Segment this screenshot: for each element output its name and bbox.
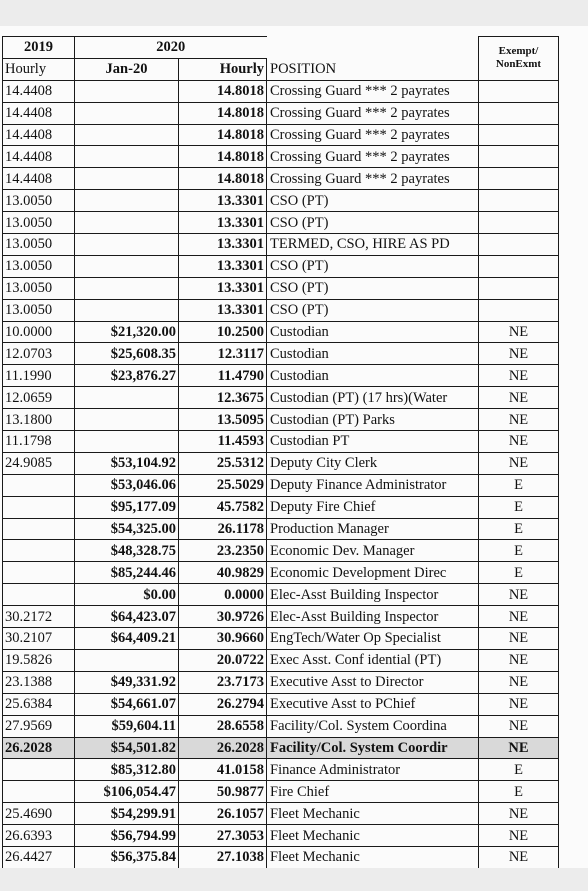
cell-jan20-salary: $48,328.75 (75, 540, 179, 562)
table-row (3, 80, 559, 102)
table-row (3, 212, 559, 234)
cell-position: Exec Asst. Conf idential (PT) (267, 649, 479, 671)
cell-jan20-salary: $56,794.99 (75, 825, 179, 847)
header-exempt-line2: NonExmt (495, 58, 542, 71)
header-exempt-line1: Exempt/ (498, 45, 539, 58)
cell-exempt-status (479, 168, 559, 190)
table-row (3, 846, 559, 868)
cell-hourly-2019 (3, 781, 75, 803)
cell-hourly-2020: 45.7582 (179, 496, 267, 518)
cell-hourly-2020: 50.9877 (179, 781, 267, 803)
table-row (3, 365, 559, 387)
cell-position: Custodian (267, 365, 479, 387)
cell-hourly-2020: 25.5312 (179, 452, 267, 474)
cell-hourly-2020: 12.3117 (179, 343, 267, 365)
cell-jan20-salary: $54,501.82 (75, 737, 179, 759)
table-row (3, 584, 559, 606)
cell-position: CSO (PT) (267, 299, 479, 321)
cell-jan20-salary (75, 234, 179, 256)
cell-hourly-2019: 13.0050 (3, 212, 75, 234)
cell-hourly-2019: 25.6384 (3, 693, 75, 715)
cell-hourly-2019: 11.1990 (3, 365, 75, 387)
table-row (3, 234, 559, 256)
cell-position: Finance Administrator (267, 759, 479, 781)
cell-hourly-2019: 14.4408 (3, 102, 75, 124)
cell-exempt-status: NE (479, 715, 559, 737)
cell-exempt-status: NE (479, 452, 559, 474)
cell-hourly-2020: 14.8018 (179, 124, 267, 146)
cell-hourly-2019: 26.2028 (3, 737, 75, 759)
cell-exempt-status (479, 146, 559, 168)
cell-jan20-salary: $53,104.92 (75, 452, 179, 474)
cell-hourly-2019 (3, 518, 75, 540)
table-row (3, 496, 559, 518)
cell-position: Crossing Guard *** 2 payrates (267, 146, 479, 168)
table-row (3, 737, 559, 759)
cell-hourly-2019 (3, 540, 75, 562)
cell-hourly-2020: 11.4593 (179, 431, 267, 453)
cell-jan20-salary (75, 168, 179, 190)
cell-hourly-2020: 13.3301 (179, 190, 267, 212)
cell-exempt-status: NE (479, 343, 559, 365)
cell-exempt-status: NE (479, 606, 559, 628)
cell-exempt-status (479, 124, 559, 146)
cell-jan20-salary: $23,876.27 (75, 365, 179, 387)
cell-exempt-status: NE (479, 584, 559, 606)
bottom-margin (0, 868, 588, 891)
cell-hourly-2020: 0.0000 (179, 584, 267, 606)
cell-hourly-2019: 14.4408 (3, 124, 75, 146)
cell-hourly-2020: 13.3301 (179, 255, 267, 277)
table-row (3, 277, 559, 299)
cell-jan20-salary (75, 649, 179, 671)
cell-position: Deputy City Clerk (267, 452, 479, 474)
cell-exempt-status: NE (479, 321, 559, 343)
cell-exempt-status (479, 190, 559, 212)
cell-jan20-salary: $53,046.06 (75, 474, 179, 496)
cell-hourly-2020: 13.3301 (179, 277, 267, 299)
cell-jan20-salary (75, 299, 179, 321)
cell-hourly-2020: 26.2028 (179, 737, 267, 759)
cell-hourly-2020: 11.4790 (179, 365, 267, 387)
table-row (3, 452, 559, 474)
cell-hourly-2019: 10.0000 (3, 321, 75, 343)
table-row (3, 431, 559, 453)
cell-jan20-salary: $49,331.92 (75, 671, 179, 693)
cell-jan20-salary (75, 277, 179, 299)
cell-hourly-2019 (3, 496, 75, 518)
cell-jan20-salary (75, 387, 179, 409)
table-row (3, 606, 559, 628)
table-row (3, 649, 559, 671)
cell-exempt-status: E (479, 474, 559, 496)
header-hourly-2019: Hourly (3, 58, 75, 80)
cell-position: Facility/Col. System Coordir (267, 737, 479, 759)
cell-position: Crossing Guard *** 2 payrates (267, 80, 479, 102)
cell-exempt-status: E (479, 518, 559, 540)
cell-exempt-status: E (479, 540, 559, 562)
cell-position: Deputy Fire Chief (267, 496, 479, 518)
cell-exempt-status: E (479, 496, 559, 518)
cell-jan20-salary: $54,299.91 (75, 803, 179, 825)
cell-jan20-salary (75, 212, 179, 234)
cell-hourly-2019: 26.6393 (3, 825, 75, 847)
table-row (3, 190, 559, 212)
header-row-years (3, 37, 559, 59)
cell-hourly-2020: 13.3301 (179, 212, 267, 234)
cell-jan20-salary (75, 409, 179, 431)
cell-jan20-salary: $54,325.00 (75, 518, 179, 540)
cell-position: TERMED, CSO, HIRE AS PD (267, 234, 479, 256)
cell-hourly-2020: 27.3053 (179, 825, 267, 847)
cell-position: Custodian (PT) Parks (267, 409, 479, 431)
header-exempt (479, 37, 559, 81)
cell-jan20-salary: $106,054.47 (75, 781, 179, 803)
cell-exempt-status: NE (479, 803, 559, 825)
cell-hourly-2019: 13.1800 (3, 409, 75, 431)
salary-schedule-table (2, 36, 559, 869)
cell-exempt-status (479, 102, 559, 124)
cell-hourly-2020: 12.3675 (179, 387, 267, 409)
table-row (3, 562, 559, 584)
cell-position: Executive Asst to Director (267, 671, 479, 693)
table-row (3, 102, 559, 124)
cell-hourly-2019 (3, 759, 75, 781)
table-row (3, 343, 559, 365)
header-position: POSITION (267, 58, 479, 80)
cell-exempt-status: E (479, 562, 559, 584)
cell-hourly-2020: 14.8018 (179, 168, 267, 190)
cell-hourly-2019: 14.4408 (3, 146, 75, 168)
cell-hourly-2020: 14.8018 (179, 146, 267, 168)
cell-position: EngTech/Water Op Specialist (267, 628, 479, 650)
cell-jan20-salary: $54,661.07 (75, 693, 179, 715)
table-row (3, 387, 559, 409)
cell-jan20-salary (75, 431, 179, 453)
cell-jan20-salary (75, 146, 179, 168)
cell-hourly-2020: 13.3301 (179, 234, 267, 256)
cell-hourly-2020: 20.0722 (179, 649, 267, 671)
cell-hourly-2019: 13.0050 (3, 277, 75, 299)
cell-exempt-status: NE (479, 671, 559, 693)
cell-hourly-2019: 13.0050 (3, 255, 75, 277)
cell-exempt-status (479, 255, 559, 277)
table-row (3, 474, 559, 496)
table-row (3, 781, 559, 803)
cell-hourly-2020: 14.8018 (179, 102, 267, 124)
cell-jan20-salary: $59,604.11 (75, 715, 179, 737)
cell-jan20-salary: $0.00 (75, 584, 179, 606)
top-margin (0, 0, 588, 26)
cell-position: Deputy Finance Administrator (267, 474, 479, 496)
cell-hourly-2020: 14.8018 (179, 80, 267, 102)
cell-exempt-status: NE (479, 825, 559, 847)
header-row-columns (3, 58, 559, 80)
cell-exempt-status (479, 299, 559, 321)
cell-jan20-salary (75, 255, 179, 277)
header-jan20: Jan-20 (75, 58, 179, 80)
cell-position: Fleet Mechanic (267, 825, 479, 847)
cell-jan20-salary (75, 124, 179, 146)
cell-position: Elec-Asst Building Inspector (267, 584, 479, 606)
header-hourly-2020: Hourly (179, 58, 267, 80)
cell-jan20-salary: $64,409.21 (75, 628, 179, 650)
cell-hourly-2020: 13.3301 (179, 299, 267, 321)
cell-hourly-2020: 10.2500 (179, 321, 267, 343)
header-year-2020: 2020 (75, 37, 267, 59)
table-row (3, 168, 559, 190)
cell-hourly-2020: 30.9726 (179, 606, 267, 628)
table-row (3, 803, 559, 825)
cell-position: Facility/Col. System Coordina (267, 715, 479, 737)
table-row (3, 321, 559, 343)
cell-position: Custodian PT (267, 431, 479, 453)
cell-exempt-status: NE (479, 846, 559, 868)
cell-hourly-2020: 26.1057 (179, 803, 267, 825)
cell-position: CSO (PT) (267, 277, 479, 299)
table-row (3, 124, 559, 146)
cell-jan20-salary: $64,423.07 (75, 606, 179, 628)
cell-hourly-2019: 14.4408 (3, 80, 75, 102)
table-row (3, 715, 559, 737)
cell-position: Executive Asst to PChief (267, 693, 479, 715)
table-row (3, 628, 559, 650)
cell-hourly-2019: 25.4690 (3, 803, 75, 825)
cell-hourly-2020: 25.5029 (179, 474, 267, 496)
cell-hourly-2019 (3, 474, 75, 496)
table-row (3, 255, 559, 277)
cell-position: Fire Chief (267, 781, 479, 803)
table-row (3, 299, 559, 321)
cell-jan20-salary (75, 190, 179, 212)
table-row (3, 146, 559, 168)
cell-hourly-2020: 26.1178 (179, 518, 267, 540)
cell-exempt-status (479, 80, 559, 102)
cell-exempt-status (479, 212, 559, 234)
cell-exempt-status: NE (479, 649, 559, 671)
cell-hourly-2019: 13.0050 (3, 299, 75, 321)
cell-hourly-2019 (3, 584, 75, 606)
cell-position: Economic Dev. Manager (267, 540, 479, 562)
cell-exempt-status: NE (479, 387, 559, 409)
cell-position: CSO (PT) (267, 190, 479, 212)
table-row (3, 693, 559, 715)
cell-hourly-2020: 26.2794 (179, 693, 267, 715)
cell-hourly-2019: 19.5826 (3, 649, 75, 671)
cell-hourly-2020: 13.5095 (179, 409, 267, 431)
cell-position: Fleet Mechanic (267, 803, 479, 825)
cell-exempt-status: NE (479, 628, 559, 650)
cell-position: Crossing Guard *** 2 payrates (267, 168, 479, 190)
cell-position: Custodian (267, 321, 479, 343)
cell-jan20-salary: $56,375.84 (75, 846, 179, 868)
cell-jan20-salary (75, 102, 179, 124)
table-row (3, 825, 559, 847)
table-row (3, 540, 559, 562)
cell-position: Elec-Asst Building Inspector (267, 606, 479, 628)
cell-exempt-status: NE (479, 737, 559, 759)
cell-jan20-salary: $25,608.35 (75, 343, 179, 365)
cell-hourly-2019 (3, 562, 75, 584)
cell-hourly-2019: 12.0659 (3, 387, 75, 409)
cell-hourly-2020: 23.2350 (179, 540, 267, 562)
cell-position: Production Manager (267, 518, 479, 540)
cell-hourly-2019: 30.2172 (3, 606, 75, 628)
cell-jan20-salary: $21,320.00 (75, 321, 179, 343)
cell-hourly-2019: 27.9569 (3, 715, 75, 737)
cell-position: Crossing Guard *** 2 payrates (267, 124, 479, 146)
cell-jan20-salary: $85,244.46 (75, 562, 179, 584)
header-blank (267, 37, 479, 59)
cell-hourly-2020: 28.6558 (179, 715, 267, 737)
table-row (3, 409, 559, 431)
cell-hourly-2019: 26.4427 (3, 846, 75, 868)
cell-position: Fleet Mechanic (267, 846, 479, 868)
cell-jan20-salary (75, 80, 179, 102)
cell-exempt-status: NE (479, 365, 559, 387)
cell-position: Crossing Guard *** 2 payrates (267, 102, 479, 124)
cell-exempt-status: E (479, 781, 559, 803)
header-year-2019: 2019 (3, 37, 75, 59)
cell-hourly-2020: 30.9660 (179, 628, 267, 650)
cell-position: Custodian (267, 343, 479, 365)
cell-jan20-salary: $95,177.09 (75, 496, 179, 518)
cell-position: CSO (PT) (267, 212, 479, 234)
cell-position: Custodian (PT) (17 hrs)(Water (267, 387, 479, 409)
cell-exempt-status (479, 234, 559, 256)
cell-hourly-2020: 40.9829 (179, 562, 267, 584)
cell-hourly-2020: 23.7173 (179, 671, 267, 693)
cell-exempt-status: NE (479, 431, 559, 453)
cell-hourly-2019: 23.1388 (3, 671, 75, 693)
cell-hourly-2019: 13.0050 (3, 190, 75, 212)
cell-hourly-2020: 41.0158 (179, 759, 267, 781)
cell-exempt-status: E (479, 759, 559, 781)
cell-hourly-2019: 11.1798 (3, 431, 75, 453)
cell-exempt-status (479, 277, 559, 299)
cell-position: Economic Development Direc (267, 562, 479, 584)
table-row (3, 671, 559, 693)
cell-exempt-status: NE (479, 693, 559, 715)
cell-hourly-2019: 12.0703 (3, 343, 75, 365)
cell-hourly-2019: 13.0050 (3, 234, 75, 256)
table-row (3, 759, 559, 781)
table-row (3, 518, 559, 540)
cell-position: CSO (PT) (267, 255, 479, 277)
cell-exempt-status: NE (479, 409, 559, 431)
cell-hourly-2019: 14.4408 (3, 168, 75, 190)
cell-hourly-2020: 27.1038 (179, 846, 267, 868)
cell-hourly-2019: 24.9085 (3, 452, 75, 474)
cell-jan20-salary: $85,312.80 (75, 759, 179, 781)
cell-hourly-2019: 30.2107 (3, 628, 75, 650)
